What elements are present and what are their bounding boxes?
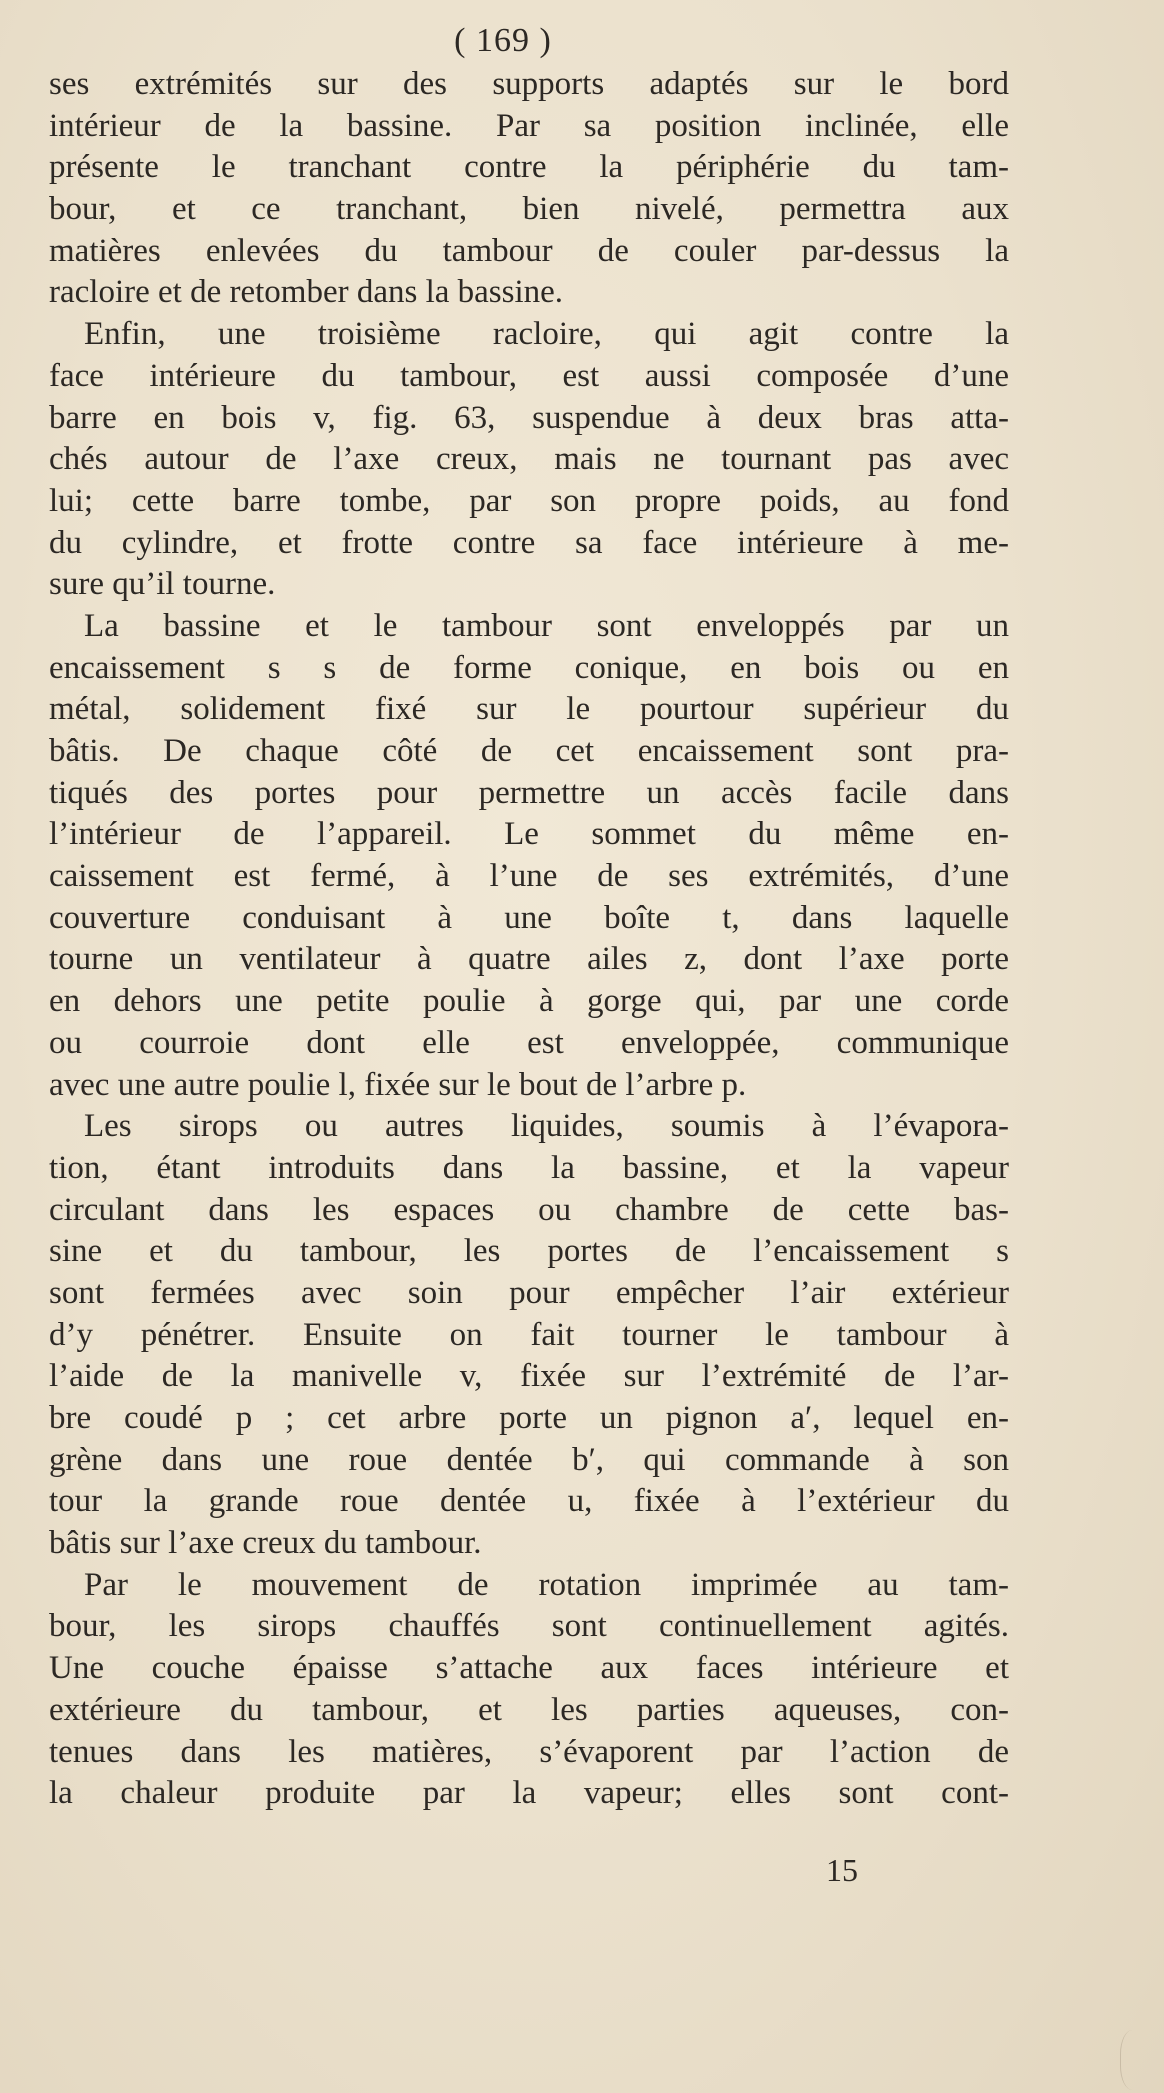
- text-line: racloire et de retomber dans la bassine.: [49, 274, 564, 311]
- text-line: ses extrémités sur des supports adaptés sur le bord: [49, 66, 1009, 102]
- text-line: en dehors une petite poulie à gorge qui, par une corde: [49, 983, 1009, 1020]
- text-line: Une couche épaisse s’attache aux faces intérieure et: [49, 1650, 1009, 1687]
- text-line: tenues dans les matières, s’évaporent par l’action de: [49, 1733, 1009, 1770]
- text-line: tourne un ventilateur à quatre ailes z, dont l’axe porte: [49, 941, 1009, 978]
- text-line: d’y pénétrer. Ensuite on fait tourner le tambour à: [49, 1316, 1009, 1353]
- paragraph-start-line: Par le mouvement de rotation imprimée au tam-: [84, 1566, 1009, 1603]
- signature-mark: 15: [826, 1852, 858, 1888]
- text-line: barre en bois v, fig. 63, suspendue à deux bras atta-: [49, 399, 1009, 436]
- text-line: sine et du tambour, les portes de l’encaissement s: [49, 1233, 1009, 1270]
- text-line: chés autour de l’axe creux, mais ne tournant pas avec: [49, 441, 1009, 478]
- text-line: métal, solidement fixé sur le pourtour supérieur du: [49, 691, 1009, 728]
- text-line: tiqués des portes pour permettre un accès facile dans: [49, 774, 1009, 811]
- body-text: [49, 64, 1009, 1815]
- text-line: bour, les sirops chauffés sont continuellement agités.: [49, 1608, 1009, 1645]
- text-line: lui; cette barre tombe, par son propre poids, au fond: [49, 482, 1009, 519]
- text-line: encaissement s s de forme conique, en bois ou en: [49, 649, 1009, 686]
- text-line: bâtis. De chaque côté de cet encaissement sont pra-: [49, 733, 1009, 769]
- text-line: ou courroie dont elle est enveloppée, communique: [49, 1024, 1009, 1061]
- text-line: l’aide de la manivelle v, fixée sur l’extrémité de l’ar-: [49, 1358, 1009, 1395]
- text-line: bre coudé p ; cet arbre porte un pignon a′, lequel en-: [49, 1400, 1009, 1436]
- text-line: tour la grande roue dentée u, fixée à l’extérieur du: [49, 1483, 1009, 1520]
- text-line: bour, et ce tranchant, bien nivelé, permettra aux: [49, 191, 1009, 228]
- text-line: sure qu’il tourne.: [49, 566, 276, 603]
- paragraph-start-line: Les sirops ou autres liquides, soumis à l’évapora-: [84, 1108, 1009, 1145]
- text-line: caissement est fermé, à l’une de ses extrémités, d’une: [49, 858, 1009, 895]
- page-edge-shadow: [1120, 2030, 1151, 2090]
- paragraph-start-line: Enfin, une troisième racloire, qui agit contre la: [84, 316, 1009, 353]
- text-line: circulant dans les espaces ou chambre de cette bas-: [49, 1191, 1009, 1228]
- text-line: l’intérieur de l’appareil. Le sommet du même en-: [49, 816, 1009, 853]
- text-line: la chaleur produite par la vapeur; elles sont cont-: [49, 1775, 1009, 1812]
- paragraph-start-line: La bassine et le tambour sont enveloppés par un: [84, 607, 1009, 644]
- text-line: sont fermées avec soin pour empêcher l’air extérieur: [49, 1274, 1009, 1311]
- text-line: couverture conduisant à une boîte t, dans laquelle: [49, 899, 1009, 936]
- text-line: du cylindre, et frotte contre sa face intérieure à me-: [49, 524, 1009, 561]
- page-number: ( 169 ): [454, 22, 552, 59]
- text-line: face intérieure du tambour, est aussi composée d’une: [49, 357, 1009, 394]
- text-line: intérieur de la bassine. Par sa position inclinée, elle: [49, 107, 1009, 144]
- text-line: extérieure du tambour, et les parties aqueuses, con-: [49, 1691, 1009, 1728]
- text-line: tion, étant introduits dans la bassine, et la vapeur: [49, 1149, 1009, 1186]
- text-line: grène dans une roue dentée b′, qui commande à son: [49, 1441, 1009, 1478]
- text-line: matières enlevées du tambour de couler par-dessus la: [49, 232, 1009, 269]
- text-line: bâtis sur l’axe creux du tambour.: [49, 1525, 482, 1562]
- text-line: présente le tranchant contre la périphérie du tam-: [49, 149, 1009, 186]
- text-line: avec une autre poulie l, fixée sur le bout de l’arbre p.: [49, 1066, 747, 1103]
